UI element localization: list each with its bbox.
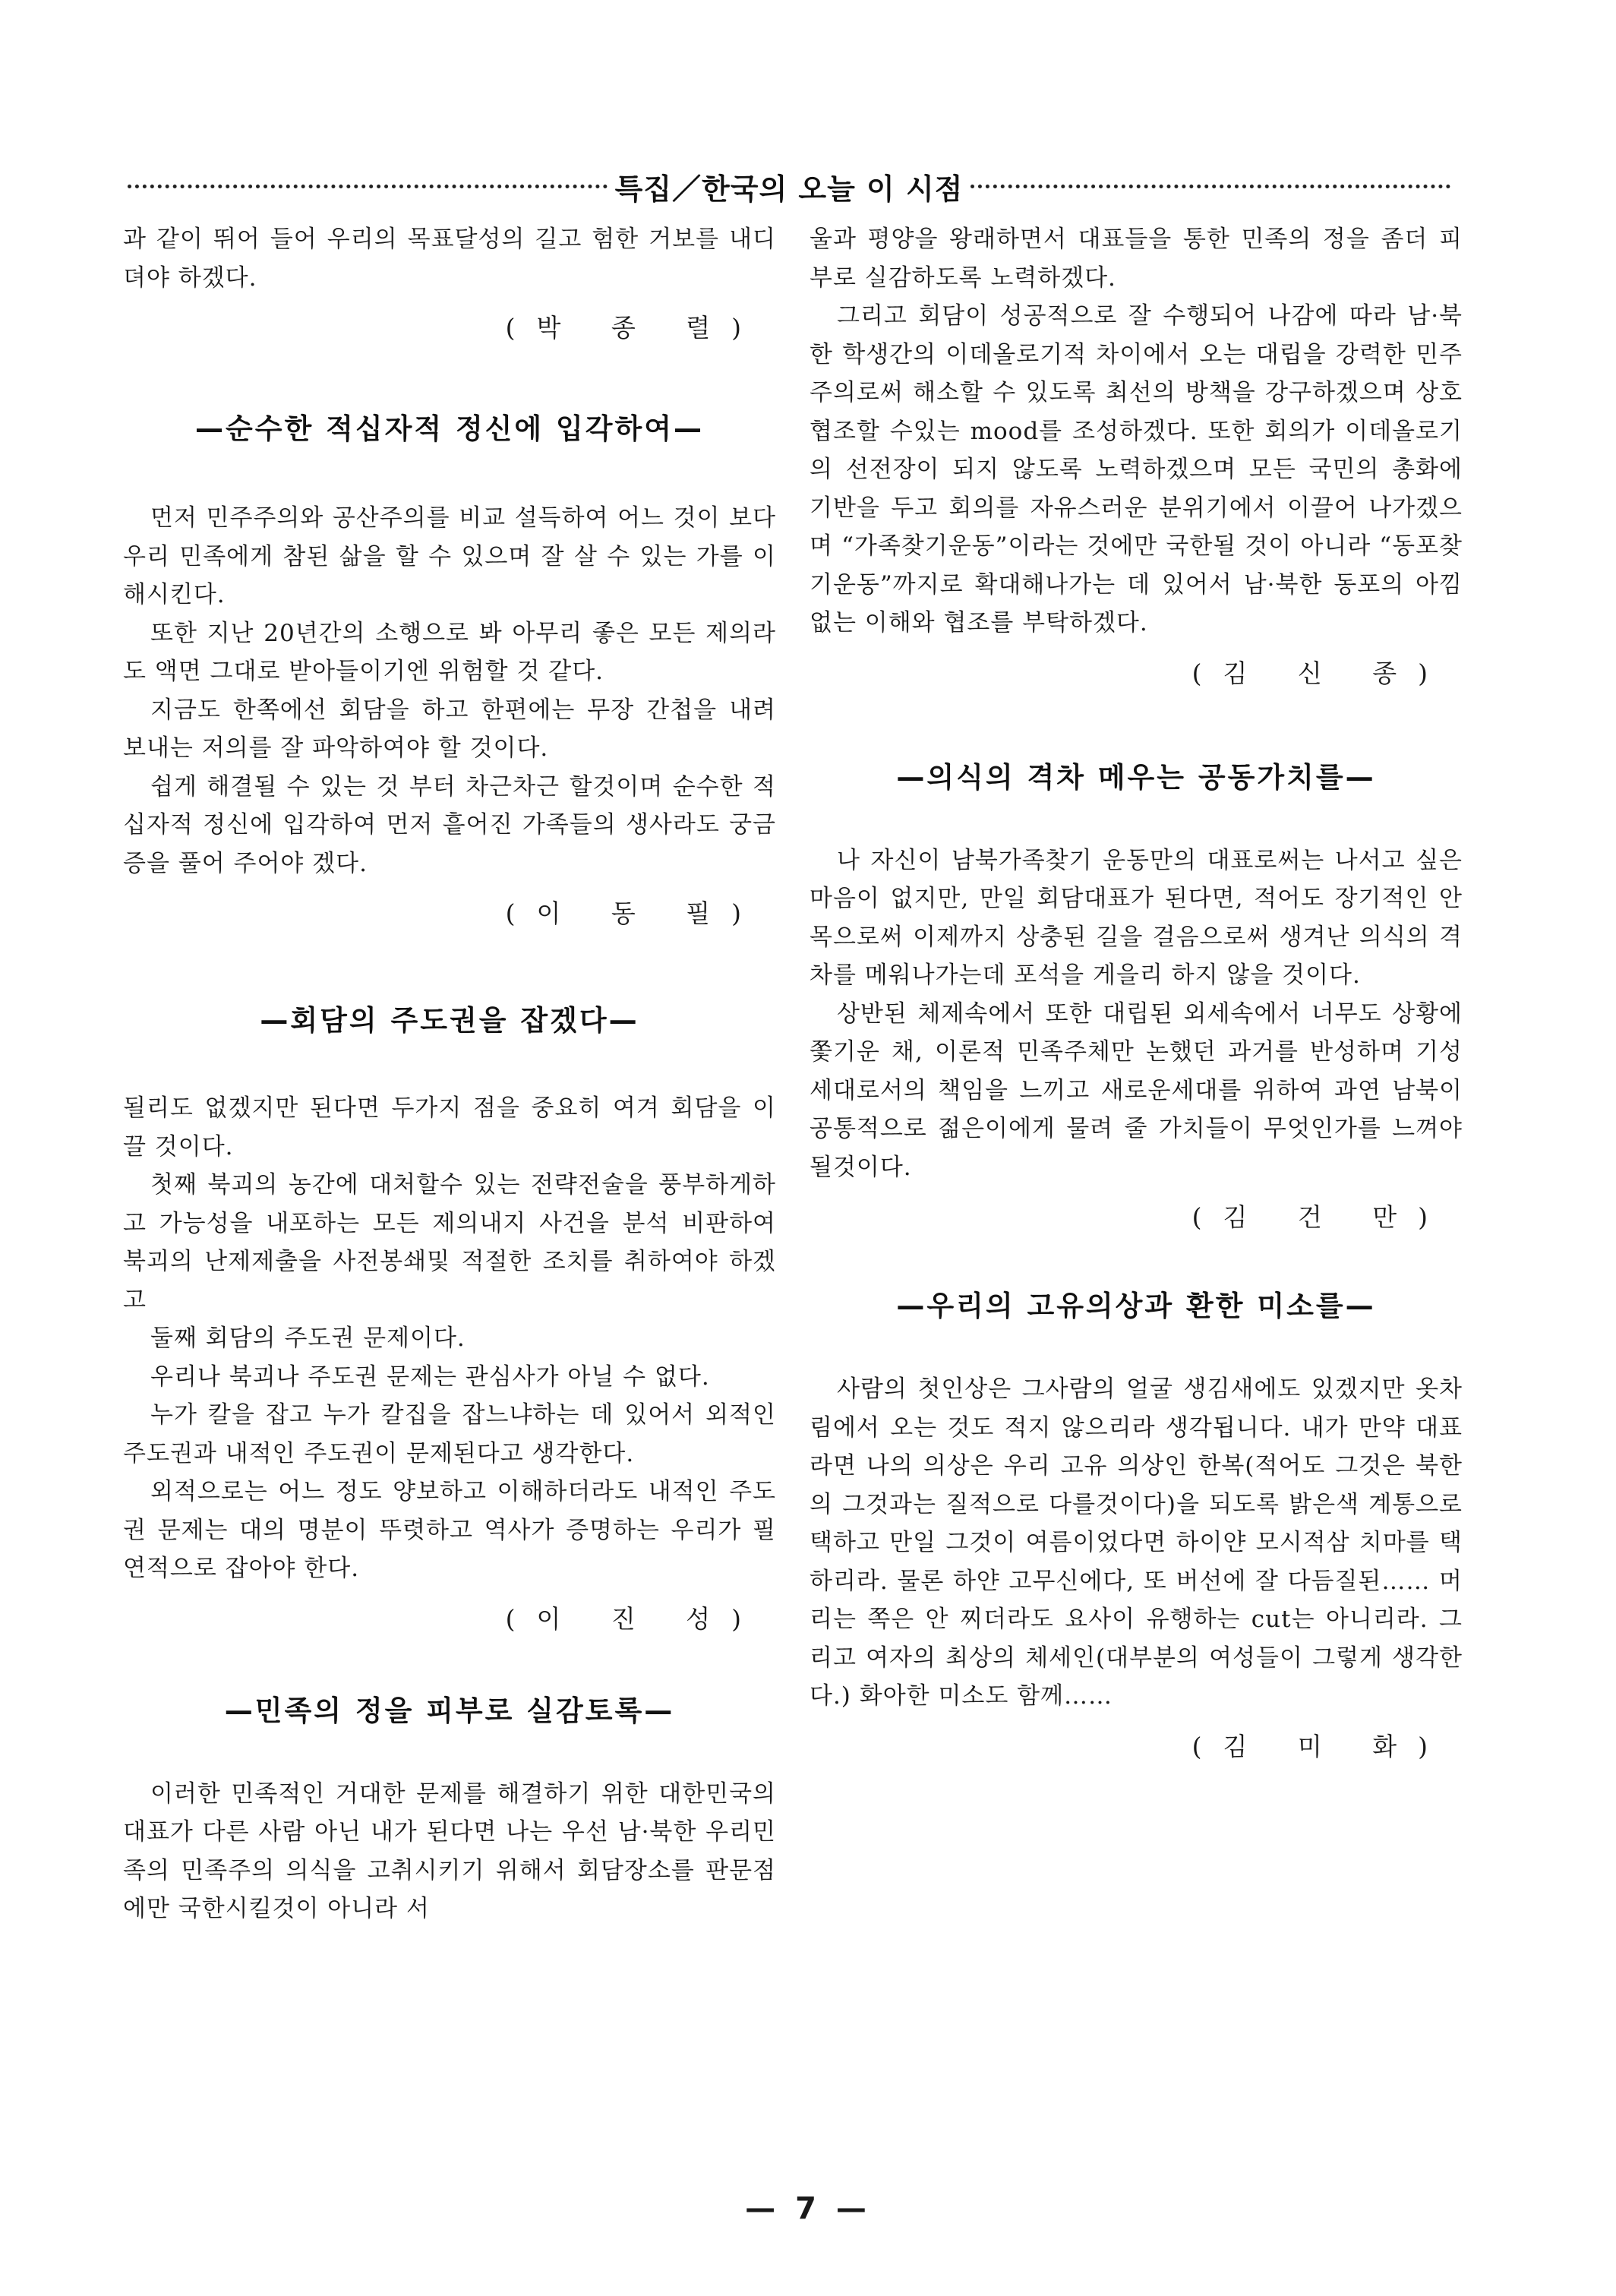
right-column: [810, 220, 1463, 1767]
header-rule-left: [128, 185, 608, 188]
body-paragraph: 쉽게 해결될 수 있는 것 부터 차근차근 할것이며 순수한 적십자적 정신에 입각하여 먼저 흩어진 가족들의 생사라도 궁금증을 풀어 주어야 겠다.: [123, 772, 776, 877]
body-paragraph: 나 자신이 남북가족찾기 운동만의 대표로써는 나서고 싶은마음이 없지만, 만일 회담대표가 된다면, 적어도 장기적인 안목으로써 이제까지 상충된 길을 걸음으로써 생겨난 의식의 격차를 메워나가는데 포석을 게을리 하지 않을 것이다.: [810, 846, 1463, 989]
section-heading: —회담의 주도권을 잡겠다—: [260, 1004, 639, 1037]
body-paragraph: 첫째 북괴의 농간에 대처할수 있는 전략전술을 풍부하게하고 가능성을 내포하는 모든 제의내지 사건을 분석 비판하여 북괴의 난제제출을 사전봉쇄및 적절한 조치를 취하여야 하겠고: [123, 1171, 776, 1314]
body-paragraph: 될리도 없겠지만 된다면 두가지 점을 중요히 여겨 회담을 이끌 것이다.: [123, 1094, 776, 1161]
body-paragraph: 누가 칼을 잡고 누가 칼집을 잡느냐하는 데 있어서 외적인 주도권과 내적인 주도권이 문제된다고 생각한다.: [123, 1401, 776, 1467]
body-paragraph: 상반된 체제속에서 또한 대립된 외세속에서 너무도 상황에 쫓기운 채, 이론적 민족주체만 논했던 과거를 반성하며 기성세대로서의 책임을 느끼고 새로운세대를 위하여 과연 남북이 공통적으로 젊은이에게 물려 줄 가치들이 무엇인가를 느껴야 될것이다.: [810, 1000, 1463, 1181]
body-paragraph: 우리나 북괴나 주도권 문제는 관심사가 아닐 수 없다.: [150, 1363, 710, 1391]
right-intro-paragraph: 울과 평양을 왕래하면서 대표들을 통한 민족의 정을 좀더 피부로 실감하도록 노력하겠다.: [810, 226, 1463, 292]
section-heading: —우리의 고유의상과 환한 미소를—: [896, 1290, 1376, 1322]
author-byline: (이 진 성): [505, 1603, 762, 1634]
body-paragraph: 지금도 한쪽에선 회담을 하고 한편에는 무장 간첩을 내려 보내는 저의를 잘 파악하여야 할 것이다.: [123, 696, 776, 762]
left-intro-paragraph: 과 같이 뛰어 들어 우리의 목표달성의 길고 험한 거보를 내디뎌야 하겠다.: [123, 226, 776, 292]
header-title: 특집／한국의 오늘 이 시점: [614, 172, 964, 206]
body-paragraph: 또한 지난 20년간의 소행으로 봐 아무리 좋은 모든 제의라도 액면 그대로 받아들이기엔 위험할 것 같다.: [123, 619, 776, 685]
section-heading: —의식의 격차 메우는 공동가치를—: [896, 760, 1376, 794]
page-number: — 7 —: [745, 2191, 871, 2226]
header-rule-right: [971, 185, 1450, 188]
body-paragraph: 이러한 민족적인 거대한 문제를 해결하기 위한 대한민국의 대표가 다른 사람 아닌 내가 된다면 나는 우선 남·북한 우리민족의 민족주의 의식을 고취시키기 위해서 회담장소를 판문점에만 국한시킬것이 아니라 서: [123, 1780, 776, 1922]
section-heading: —민족의 정을 피부로 실감토록—: [224, 1694, 675, 1727]
body-paragraph: 외적으로는 어느 정도 양보하고 이해하더라도 내적인 주도권 문제는 대의 명분이 뚜렷하고 역사가 증명하는 우리가 필연적으로 잡아야 한다.: [123, 1478, 776, 1582]
body-paragraph: 사람의 첫인상은 그사람의 얼굴 생김새에도 있겠지만 옷차림에서 오는 것도 적지 않으리라 생각됩니다. 내가 만약 대표라면 나의 의상은 우리 고유 의상인 한복(적어도 그것은 북한의 그것과는 질적으로 다를것이다)을 되도록 밝은색 계통으로 택하고 만일 그것이 여름이었다면 하이얀 모시적삼 치마를 택하리라. 물론 하얀 고무신에다, 또 버선에 잘 다듬질된…… 머리는 쪽은 안 찌더라도 요사이 유행하는 cut는 아니리라. 그리고 여자의 최상의 체세인(대부분의 여성들이 그렇게 생각한다.) 화아한 미소도 함께……: [810, 1375, 1463, 1710]
author-byline: (김 건 만): [1191, 1202, 1449, 1232]
body-paragraph: 그리고 회담이 성공적으로 잘 수행되어 나감에 따라 남·북한 학생간의 이데올로기적 차이에서 오는 대립을 강력한 민주주의로써 해소할 수 있도록 최선의 방책을 강구하겠으며 상호 협조할 수있는 mood를 조성하겠다. 또한 회의가 이데올로기의 선전장이 되지 않도록 노력하겠으며 모든 국민의 총화에 기반을 두고 회의를 자유스러운 분위기에서 이끌어 나가겠으며 “가족찾기운동”이라는 것에만 국한될 것이 아니라 “동포찾기운동”까지로 확대해나가는 데 있어서 남·북한 동포의 아낌없는 이해와 협조를 부탁하겠다.: [810, 302, 1463, 636]
author-byline: (박 종 렬): [505, 313, 762, 343]
author-byline: (김 미 화): [1191, 1731, 1449, 1761]
left-column: [123, 220, 776, 1928]
author-byline: (이 동 필): [505, 899, 762, 928]
section-heading: —순수한 적십자적 정신에 입각하여—: [194, 412, 705, 445]
running-header: [128, 166, 1450, 207]
body-paragraph: 먼저 민주주의와 공산주의를 비교 설득하여 어느 것이 보다 우리 민족에게 참된 삶을 할 수 있으며 잘 살 수 있는 가를 이해시킨다.: [123, 504, 776, 608]
body-paragraph: 둘째 회담의 주도권 문제이다.: [150, 1325, 466, 1352]
author-byline: (김 신 종): [1191, 658, 1449, 688]
